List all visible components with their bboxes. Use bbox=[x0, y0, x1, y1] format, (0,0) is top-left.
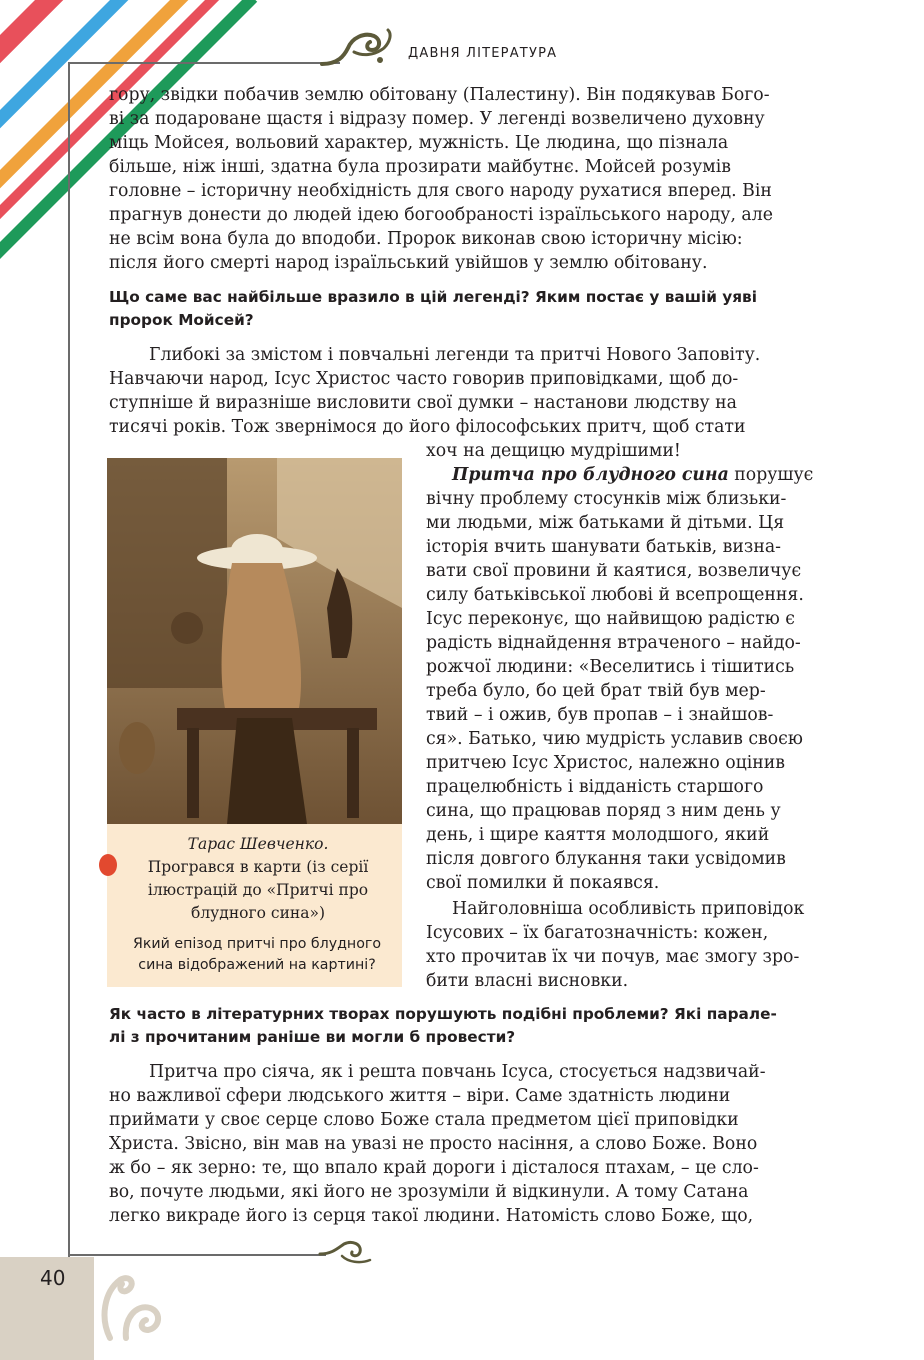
header-ornament-icon bbox=[318, 26, 398, 70]
text-line: треба було, бо цей брат твій був мер- bbox=[426, 681, 766, 701]
text-line: Навчаючи народ, Ісус Христос часто говорив приповідками, щоб до- bbox=[109, 369, 739, 389]
text-line: міць Мойсея, вольовий характер, мужність. Це людина, що пізнала bbox=[109, 133, 729, 153]
text-line: бити власні висновки. bbox=[426, 971, 629, 991]
caption-line: блудного сина») bbox=[191, 904, 325, 922]
question-line: Як часто в літературних творах порушують подібні проблеми? Які парале- bbox=[109, 1005, 777, 1023]
text-line: силу батьківської любові й всепрощення. bbox=[426, 585, 804, 605]
question-line: лі з прочитаним раніше ви могли б провести? bbox=[109, 1028, 516, 1046]
text-line: вічну проблему стосунків між близьки- bbox=[426, 489, 787, 509]
text-line: день, і щире каяття молодшого, який bbox=[426, 825, 770, 845]
caption-author: Тарас Шевченко. bbox=[187, 835, 329, 853]
text-line: во, почуте людьми, які його не зрозуміли й відкинули. А тому Сатана bbox=[109, 1182, 749, 1202]
footer-ornament-icon bbox=[318, 1240, 378, 1270]
text-line: Ісусових – їх багатозначність: кожен, bbox=[426, 923, 769, 943]
text-line: ми людьми, між батьками й дітьми. Ця bbox=[426, 513, 785, 533]
text-line: легко викраде його із серця такої людини. Натомість слово Боже, що, bbox=[109, 1206, 754, 1226]
text-line: ся». Батько, чию мудрість уславив своєю bbox=[426, 729, 803, 749]
frame-left-line bbox=[68, 62, 70, 1262]
text-line: Притча про сіяча, як і решта повчань Ісуса, стосується надзвичай- bbox=[149, 1062, 766, 1082]
text-line: Христа. Звісно, він мав на увазі не просто насіння, а слово Боже. Воно bbox=[109, 1134, 758, 1154]
text-line: хто прочитав їх чи почув, має змогу зро- bbox=[426, 947, 800, 967]
text-line: хоч на дещицю мудрішими! bbox=[426, 441, 681, 461]
text-line: ві за подароване щастя і відразу помер. У легенді возвеличено духовну bbox=[109, 109, 765, 129]
text-line: вати свої провини й каятися, возвеличує bbox=[426, 561, 802, 581]
text-line: свої помилки й покаявся. bbox=[426, 873, 660, 893]
parable-title: Притча про блудного сина bbox=[452, 465, 729, 485]
question-line: Що саме вас найбільше вразило в цій легенді? Яким постає у вашій уяві bbox=[109, 288, 757, 306]
text-line: рожчої людини: «Веселитись і тішитись bbox=[426, 657, 795, 677]
text-line: ж бо – як зерно: те, що впало край дороги і дісталося птахам, – це сло- bbox=[109, 1158, 759, 1178]
text-line: тисячі років. Тож звернімося до його філософських притч, щоб стати bbox=[109, 417, 746, 437]
text-line: історія вчить шанувати батьків, визна- bbox=[426, 537, 781, 557]
frame-bottom-line bbox=[68, 1254, 326, 1256]
footer-flourish-icon bbox=[96, 1268, 176, 1344]
text-line: після його смерті народ ізраїльський увійшов у землю обітовану. bbox=[109, 253, 708, 273]
text-line: гору, звідки побачив землю обітовану (Палестину). Він подякував Бого- bbox=[109, 85, 770, 105]
text-line: твий – і ожив, був пропав – і знайшов- bbox=[426, 705, 774, 725]
caption-question: сина відображений на картині? bbox=[138, 957, 376, 973]
text-line bbox=[452, 463, 852, 487]
illustration-painting bbox=[107, 458, 402, 824]
text-line: притчею Ісус Христос, належно оцінив bbox=[426, 753, 786, 773]
caption-question: Який епізод притчі про блудного bbox=[132, 936, 382, 952]
text-line: сина, що працював поряд з ним день у bbox=[426, 801, 781, 821]
text-line: не всім вона була до вподоби. Пророк виконав свою історичну місію: bbox=[109, 229, 743, 249]
text-line: після довгого блукання таки усвідомив bbox=[426, 849, 786, 869]
caption-bullet-icon bbox=[99, 854, 117, 876]
text-line: Глибокі за змістом і повчальні легенди та притчі Нового Заповіту. bbox=[149, 345, 761, 365]
text-line: прагнув донести до людей ідею богообраності ізраїльського народу, але bbox=[109, 205, 773, 225]
text-line: но важливої сфери людського життя – віри. Саме здатність людини bbox=[109, 1086, 731, 1106]
page-number: 40 bbox=[40, 1266, 66, 1290]
question-line: пророк Мойсей? bbox=[109, 311, 254, 329]
text-line: головне – історичну необхідність для свого народу рухатися вперед. Він bbox=[109, 181, 772, 201]
text-line: більше, ніж інші, здатна була прозирати майбутнє. Мойсей розумів bbox=[109, 157, 731, 177]
text-line: радість віднайдення втраченого – найдо- bbox=[426, 633, 801, 653]
text-line: приймати у своє серце слово Боже стала предметом цієї приповідки bbox=[109, 1110, 739, 1130]
text-fragment: порушує bbox=[728, 465, 814, 485]
caption-line: ілюстрацій до «Притчі про bbox=[147, 881, 369, 899]
text-line: Ісус переконує, що найвищою радістю є bbox=[426, 609, 795, 629]
text-line: працелюбність і відданість старшого bbox=[426, 777, 764, 797]
frame-top-line bbox=[68, 62, 340, 64]
caption-line: Програвся в карти (із серії bbox=[147, 858, 369, 876]
section-title: ДАВНЯ ЛІТЕРАТУРА bbox=[408, 46, 558, 61]
text-line: ступніше й виразніше висловити свої думки – настанови людству на bbox=[109, 393, 737, 413]
text-line: Найголовніша особливість приповідок bbox=[452, 899, 805, 919]
